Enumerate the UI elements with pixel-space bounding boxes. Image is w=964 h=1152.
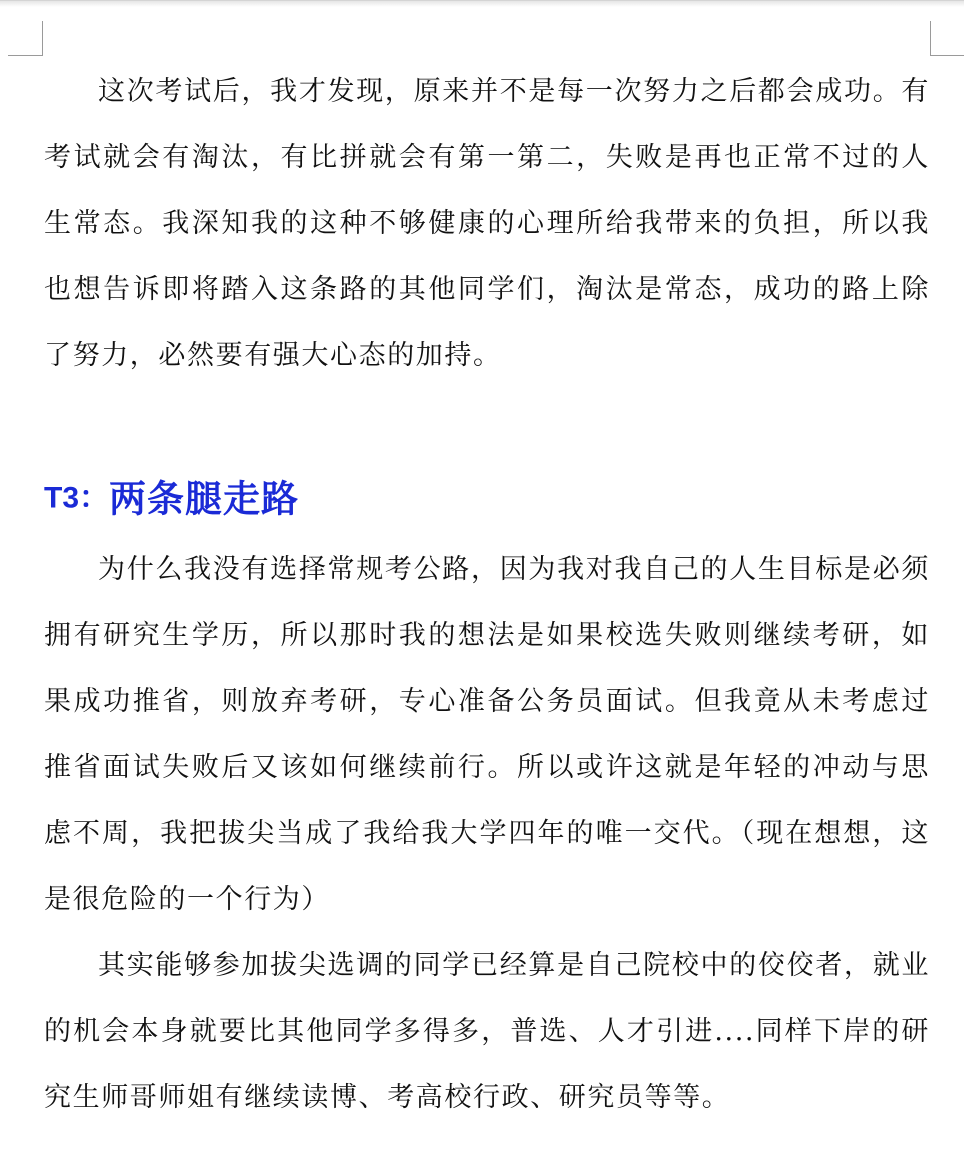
paragraph-exam-reflection: 这次考试后，我才发现，原来并不是每一次努力之后都会成功。有考试就会有淘汰，有比拼就会有第一第二，失败是再也正常不过的人生常态。我深知我的这种不够健康的心理所给我带来的负担，所以我也想告诉即将踏入这条路的其他同学们，淘汰是常态，成功的路上除了努力，必然要有强大心态的加持。	[44, 76, 930, 371]
paragraph-choice-explanation: 为什么我没有选择常规考公路，因为我对我自己的人生目标是必须拥有研究生学历，所以那时我的想法是如果校选失败则继续考研，如果成功推省，则放弃考研，专心准备公务员面试。但我竟从未考虑过推省面试失败后又该如何继续前行。所以或许这就是年轻的冲动与思虑不周，我把拔尖当成了我给我大学四年的唯一交代。（现在想想，这是很危险的一个行为）	[44, 554, 930, 915]
paragraph-other-options: 其实能够参加拔尖选调的同学已经算是自己院校中的佼佼者，就业的机会本身就要比其他同学多得多，普选、人才引进....同样下岸的研究生师哥师姐有继续读博、考高校行政、研究员等等。	[44, 950, 930, 1113]
section-heading-number: T3：	[44, 481, 110, 515]
top-right-margin-mark	[930, 21, 964, 56]
document-body[interactable]	[44, 59, 930, 1131]
paragraph-spacing	[44, 389, 930, 457]
section-heading-title: 两条腿走路	[109, 476, 300, 521]
page-top-edge	[0, 1, 964, 7]
top-left-margin-mark	[8, 21, 43, 56]
section-heading	[44, 457, 930, 537]
